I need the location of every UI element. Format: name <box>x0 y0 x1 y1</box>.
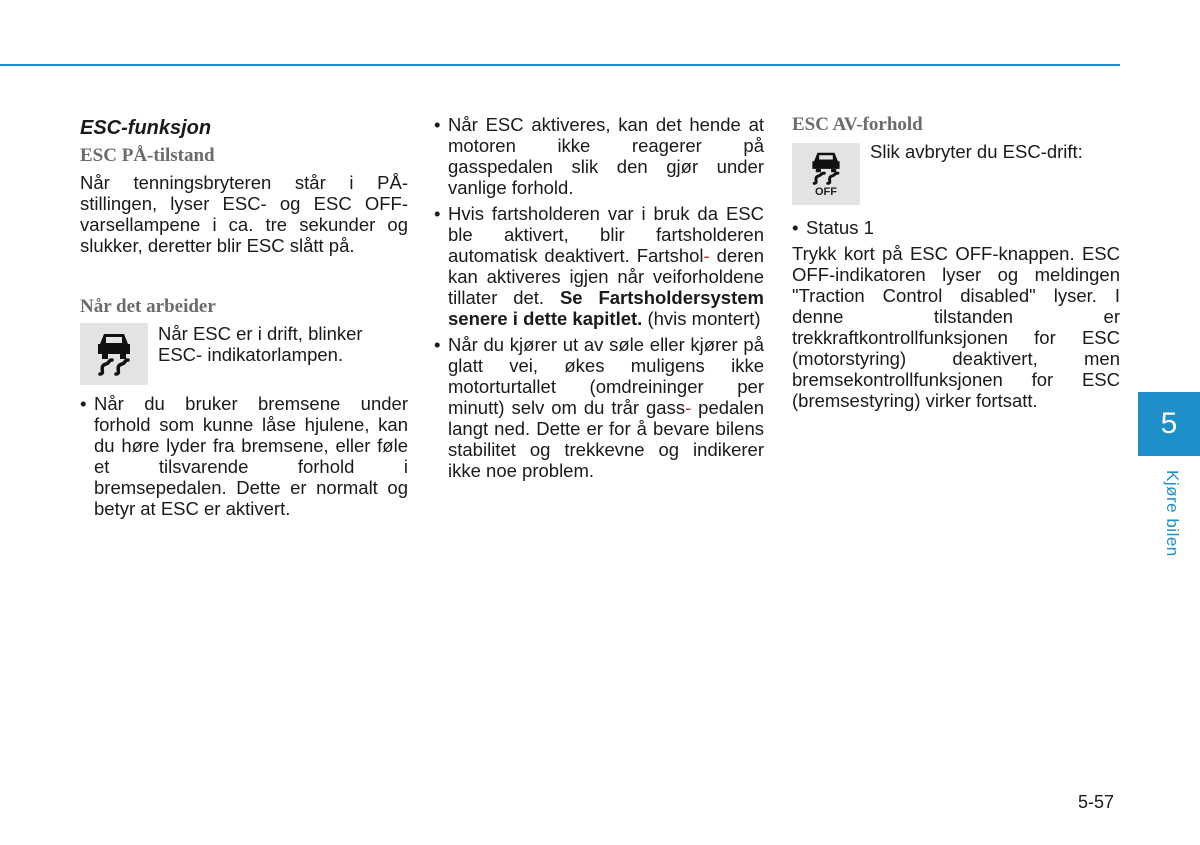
bullet-text <box>448 334 764 481</box>
list-item <box>434 203 764 329</box>
hyphen-mark: - <box>703 245 710 266</box>
text-segment: pedalen langt ned. Dette er for å bevare bilens stabilitet og trekkevne og indikerer ikke noe problem. <box>448 397 764 481</box>
top-rule <box>0 64 1120 66</box>
subheading-when-working: Når det arbeider <box>80 296 216 317</box>
esc-indicator-text: Når ESC er i drift, blinker ESC- indikatorlampen. <box>158 323 363 365</box>
status-label: Status 1 <box>806 217 874 238</box>
esc-off-icon <box>792 143 860 205</box>
off-label: OFF <box>815 185 837 198</box>
cross-reference: Se Fartsholdersystem senere i dette kapitlet. <box>448 287 764 329</box>
text-segment: (hvis montert) <box>642 308 761 329</box>
bullet-dot: • <box>80 393 87 414</box>
section-title: ESC-funksjon <box>80 117 212 139</box>
column-2 <box>434 114 764 481</box>
chapter-label: Kjøre bilen <box>1163 470 1182 557</box>
subheading-esc-off: ESC AV-forhold <box>792 114 923 135</box>
bullet-dot: • <box>434 114 441 135</box>
page-number: 5-57 <box>1078 792 1115 812</box>
bullet-text: Når ESC aktiveres, kan det hende at motoren ikke reagerer på gasspedalen slik den gjør under vanlige forhold. <box>448 114 764 198</box>
column-3 <box>792 114 1120 411</box>
text-segment: deren kan aktiveres igjen når veiforholdene tillater det. <box>448 245 764 308</box>
list-item <box>792 217 1120 238</box>
subheading-esc-on: ESC PÅ-tilstand <box>80 145 215 166</box>
bullet-text <box>448 203 764 329</box>
bullet-dot: • <box>792 217 799 238</box>
text-segment: Hvis fartsholderen var i bruk da ESC ble aktivert, blir fartsholderen automatisk deaktivert. Fartshol <box>448 203 764 266</box>
esc-off-block <box>792 143 1120 205</box>
list-item <box>434 114 764 198</box>
esc-indicator-block <box>80 323 408 385</box>
bullet-dot: • <box>434 203 441 224</box>
column-1 <box>80 114 408 519</box>
text-segment: Når du kjører ut av søle eller kjører på glatt vei, økes muligens ikke motorturtallet (omdreininger per minutt) selv om du trår gass <box>448 334 764 418</box>
list-item <box>80 393 408 519</box>
list-item <box>434 334 764 481</box>
paragraph-esc-on: Når tenningsbryteren står i PÅ-stillingen, lyser ESC- og ESC OFF-varsellampene i ca. tre sekunder og slukker, deretter blir ESC slått på. <box>80 172 408 256</box>
paragraph-esc-off: Trykk kort på ESC OFF-knappen. ESC OFF-indikatoren lyser og meldingen "Traction Control disabled" lyser. I denne tilstanden er trekkraftkontrollfunksjonen for ESC (motorstyring) deaktivert, men bremsekontrollfunksjonen for ESC (bremsestyring) virker fortsatt. <box>792 243 1120 411</box>
esc-off-intro: Slik avbryter du ESC-drift: <box>870 141 1083 162</box>
bullet-text: Når du bruker bremsene under forhold som kunne låse hjulene, kan du høre lyder fra bremsene, eller føle et tilsvarende forhold i bremsepedalen. Dette er normalt og betyr at ESC er aktivert. <box>94 393 408 519</box>
esc-skid-icon <box>80 323 148 385</box>
hyphen-mark: - <box>685 397 692 418</box>
chapter-tab: 5 <box>1138 392 1200 456</box>
bullet-dot: • <box>434 334 441 355</box>
